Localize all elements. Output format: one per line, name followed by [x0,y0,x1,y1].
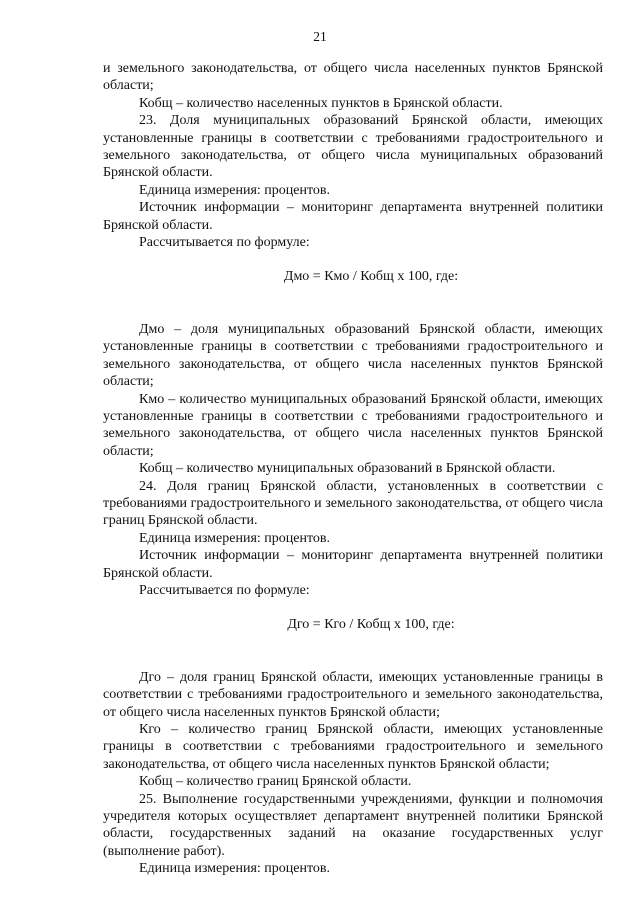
paragraph: Кобщ – количество муниципальных образований в Брянской области. [139,461,556,477]
formula-line: Дмо = Кмо / Кобщ х 100, где: [283,269,459,285]
paragraph: Единица измерения: процентов. [139,861,331,877]
paragraph: Единица измерения: процентов. [139,182,331,198]
paragraph: 24. Доля границ Брянской области, установленных в соответствии с требованиями градостроительного и земельного законодательства, от общего числа границ Брянской области. [103,478,603,529]
paragraph: 25. Выполнение государственными учреждениями, функции и полномочия учредителя которых осуществляет департамент внутренней политики Брянской области, государственных заданий на оказание государственных услуг (выполнение работ). [103,791,603,859]
paragraph: Кобщ – количество населенных пунктов в Брянской области. [139,95,503,111]
paragraph: Рассчитывается по формуле: [139,582,310,598]
paragraph: Рассчитывается по формуле: [139,235,310,251]
paragraph: 23. Доля муниципальных образований Брянской области, имеющих установленные границы в соответствии с требованиями градостроительного и земельного законодательства, от общего числа муниципальных образований Брянской области. [103,113,603,181]
formula-line: Дго = Кго / Кобщ х 100, где: [287,617,455,633]
paragraph: Источник информации – мониторинг департамента внутренней политики Брянской области. [103,200,603,233]
paragraph: Кмо – количество муниципальных образований Брянской области, имеющих установленные границы в соответствии с требованиями градостроительного и земельного законодательства, от общего числа населенных пунктов Брянской области; [103,391,603,459]
paragraph: Кго – количество границ Брянской области, имеющих установленные границы в соответствии с требованиями градостроительного и земельного законодательства, от общего числа населенных пунктов Брянской области; [103,722,603,772]
paragraph: Дмо – доля муниципальных образований Брянской области, имеющих установленные границы в соответствии с требованиями градостроительного и земельного законодательства, от общего числа населенных пунктов Брянской области; [103,321,603,390]
paragraph: Дго – доля границ Брянской области, имеющих установленные границы в соответствии с требованиями градостроительного и земельного законодательства, от общего числа населенных пунктов Брянской области; [103,669,603,720]
page-number: 21 [313,29,327,44]
paragraph: и земельного законодательства, от общего числа населенных пунктов Брянской области; [103,61,603,94]
paragraph: Источник информации – мониторинг департамента внутренней политики Брянской области. [103,548,603,581]
document-body [103,60,603,878]
paragraph: Кобщ – количество границ Брянской области. [139,774,412,790]
paragraph: Единица измерения: процентов. [139,530,331,546]
